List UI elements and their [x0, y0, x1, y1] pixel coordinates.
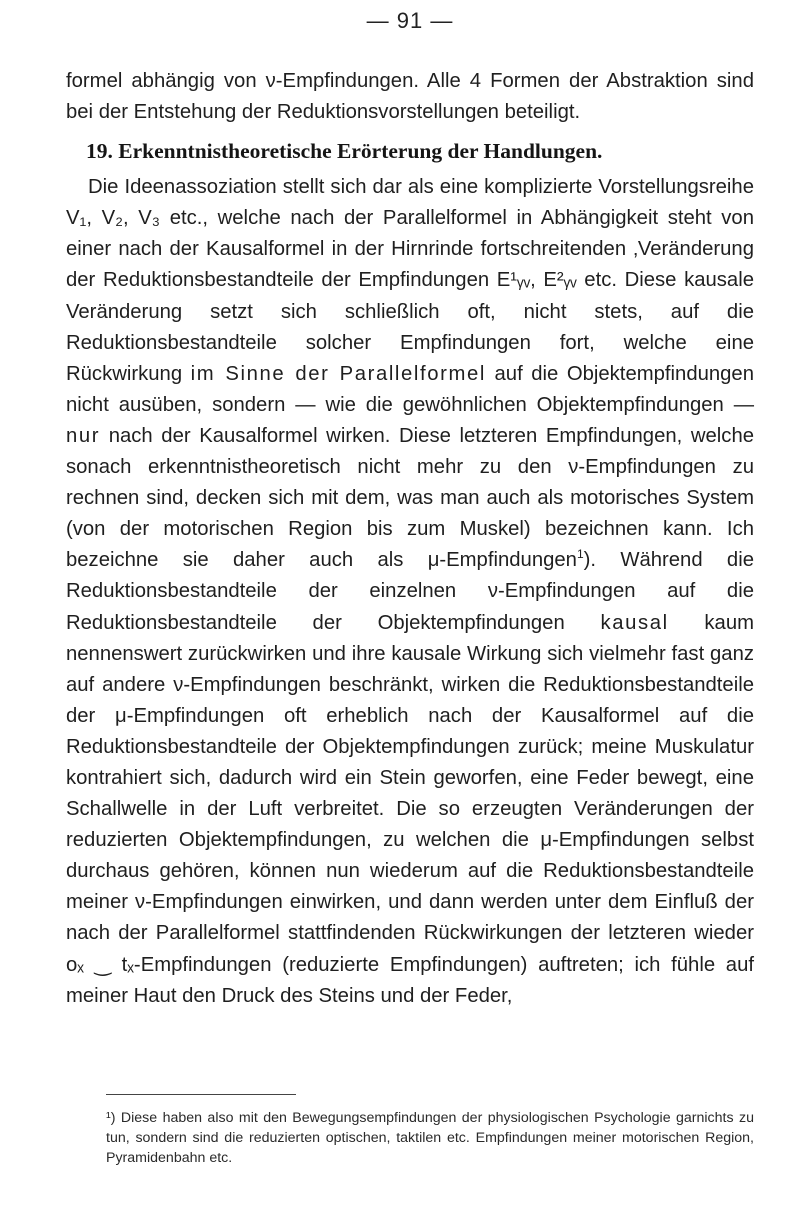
- emphasis-parallelformel: im Sinne der Parallelformel: [190, 362, 486, 385]
- paragraph-2-part-e: nach der Kausalformel wirken. Diese letzteren Empfindungen, welche sonach erkenntnistheoretisch nicht mehr zu den ν-Empfindungen zu rechnen sind, decken sich mit dem, was man auch als motorisches System (von der motorischen Region bis zum Muskel) bezeichnen kann. Ich bezeichne sie daher auch als μ-Empfindungen: [66, 424, 755, 572]
- paragraph-2: [66, 172, 754, 1012]
- paragraph-2-part-c: auf die Objektempfindungen nicht ausüben, sondern — wie die gewöhnlichen Objektempfindungen —: [66, 362, 754, 416]
- body-text: [66, 66, 754, 1012]
- section-heading: 19. Erkenntnistheoretische Erörterung der Handlungen.: [86, 139, 603, 164]
- emphasis-nur: nur: [66, 424, 101, 447]
- paragraph-2-part-f: ). Während die Reduktionsbestandteile der einzelnen ν-Empfindungen auf die Reduktionsbestandteile der Objektempfindungen: [66, 549, 754, 634]
- paragraph-1: formel abhängig von ν-Empfindungen. Alle 4 Formen der Abstraktion sind bei der Entstehung der Reduktionsvorstellungen beteiligt.: [66, 70, 754, 124]
- emphasis-kausal: kausal: [600, 611, 669, 634]
- footnote-divider: [106, 1094, 296, 1095]
- paragraph-2-part-a: Die Ideenassoziation stellt sich dar als eine komplizierte Vorstellungsreihe V₁, V₂, V₃ etc., welche nach der Parallelformel in Abhängigkeit steht von einer nach der Kausalformel in der Hirnrinde fortschreitenden ‚Veränderung der Reduktionsbestandteile der Empfindungen E¹ᵧᵥ, E²ᵧᵥ etc. Diese kausale Veränderung setzt sich schließlich oft, nicht stets, auf die Reduktionsbestandteile solcher Empfindungen fort, welche eine Rückwirkung: [66, 176, 754, 385]
- page: [66, 0, 754, 1210]
- paragraph-2-part-h: kaum nennenswert zurückwirken und ihre kausale Wirkung sich vielmehr fast ganz auf andere ν-Empfindungen beschränkt, wirken die Reduktionsbestandteile der μ-Empfindungen oft erheblich nach der Kausalformel auf die Reduktionsbestandteile der Objektempfindungen zurück; meine Muskulatur kontrahiert sich, dadurch wird ein Stein geworfen, eine Feder bewegt, eine Schallwelle in der Luft verbreitet. Die so erzeugten Veränderungen der reduzierten Objektempfindungen, zu welchen die μ-Empfindungen selbst durchaus gehören, können nun wiederum auf die Reduktionsbestandteile meiner ν-Empfindungen einwirken, und dann werden unter dem Einfluß der nach der Parallelformel stattfindenden Rückwirkungen der letzteren wieder oₓ ‿ tₓ-Empfindungen (reduzierte Empfindungen) auftreten; ich fühle auf meiner Haut den Druck des Steins und der Feder,: [66, 611, 755, 1007]
- footnote: [106, 1108, 754, 1169]
- footnote-marker: 1: [576, 547, 584, 562]
- footnote-marker-label: ¹): [106, 1110, 116, 1126]
- footnote-text: Diese haben also mit den Bewegungsempfindungen der physiologischen Psychologie garnichts zu tun, sondern sind die reduzierten optischen, taktilen etc. Empfindungen meiner motorischen Region, Pyramidenbahn etc.: [106, 1110, 754, 1167]
- page-number: — 91 —: [366, 8, 454, 33]
